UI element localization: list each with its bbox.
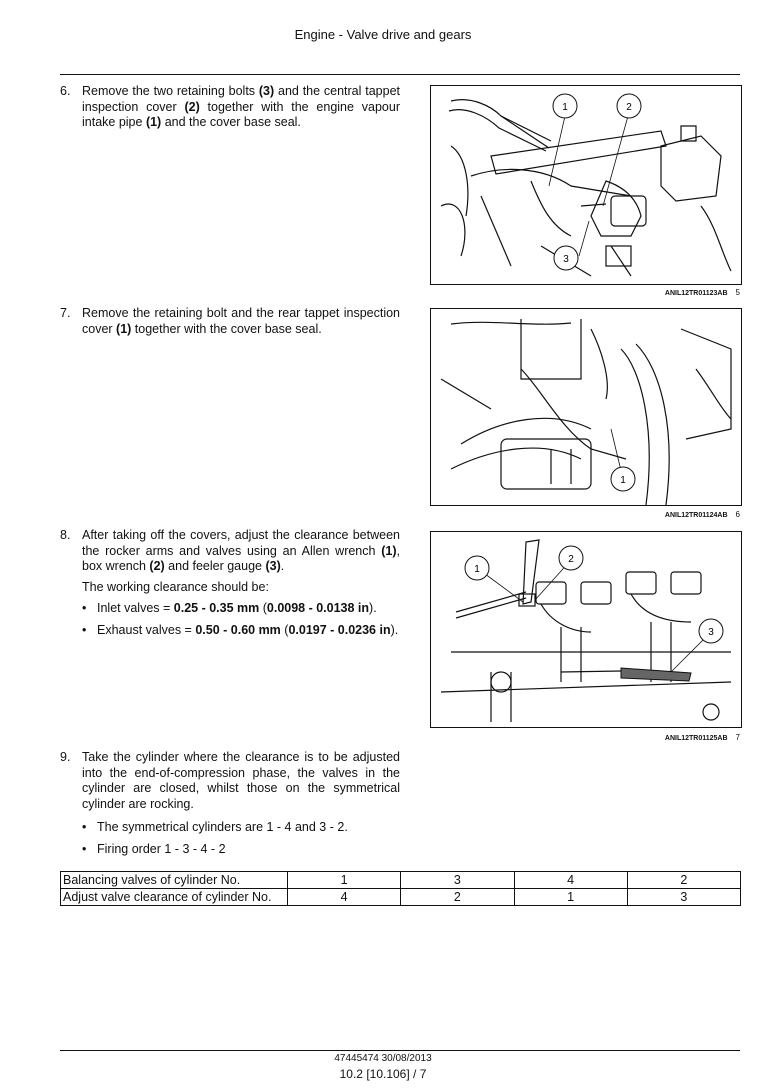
- table-cell: 2: [627, 872, 740, 889]
- callout-label: 2: [568, 554, 574, 565]
- bullet-value: 0.25 - 0.35 mm: [173, 601, 260, 615]
- table-row: [61, 872, 741, 889]
- step-8: [60, 528, 400, 638]
- table-cell: 4: [288, 889, 401, 906]
- figure-5-image: [430, 85, 742, 285]
- text-run: (: [280, 622, 289, 637]
- figure-5-caption: [430, 288, 740, 297]
- callout-label: 1: [620, 475, 626, 486]
- callout-ref: (3): [265, 559, 281, 573]
- callout-ref: (1): [381, 543, 397, 558]
- callout-ref: (1): [145, 115, 162, 129]
- step-text: Take the cylinder where the clearance is to be adjusted into the end-of-compression phase, the valves in the cylinder are closed, whilst those on the symmetrical cylinder are rocking.: [82, 750, 400, 811]
- table-cell: 2: [401, 889, 514, 906]
- rear-tappet-illustration: [431, 309, 741, 505]
- row-label: Adjust valve clearance of cylinder No.: [61, 889, 288, 906]
- step-number: 6.: [60, 84, 71, 98]
- bullet-icon: •: [82, 622, 87, 637]
- step-text: [82, 84, 400, 131]
- bullet-label: Exhaust valves =: [97, 622, 196, 637]
- step-9: [60, 750, 400, 857]
- text-run: Remove the two retaining bolts: [82, 84, 259, 98]
- bullet-icon: •: [82, 841, 87, 856]
- step-text: [82, 528, 400, 575]
- step-9-bullets: [82, 820, 400, 857]
- valve-clearance-table: [60, 871, 741, 906]
- step-number: 7.: [60, 306, 71, 320]
- bullet-imperial: 0.0197 - 0.0236 in: [288, 622, 391, 637]
- table-cell: 3: [627, 889, 740, 906]
- bullet-firing-order: [82, 842, 400, 858]
- bullet-exhaust: [82, 623, 400, 639]
- text-run: After taking off the covers, adjust the clearance between the rocker arms and valves using an Allen wrench: [82, 528, 400, 558]
- footer-page-ref: 10.2 [10.106] / 7: [339, 1067, 427, 1081]
- table-cell: 1: [288, 872, 401, 889]
- figure-number: 7: [735, 733, 740, 742]
- figure-code: ANIL12TR01123AB: [664, 290, 728, 297]
- figure-number: 5: [735, 288, 740, 297]
- engine-top-illustration: [431, 86, 741, 284]
- callout-ref: (2): [149, 559, 165, 573]
- bullet-symmetrical: [82, 820, 400, 836]
- step-text: [82, 306, 400, 337]
- figure-7-caption: [430, 733, 740, 742]
- figure-7-image: [430, 531, 742, 728]
- footer-rule: [60, 1050, 740, 1051]
- step-number: 9.: [60, 750, 71, 764]
- callout-label: 3: [708, 627, 714, 638]
- text-run: (: [259, 601, 267, 615]
- table-row: [61, 889, 741, 906]
- callout-ref: (3): [258, 84, 275, 98]
- row-label: Balancing valves of cylinder No.: [61, 872, 288, 889]
- footer-doc-id: 47445474 30/08/2013: [334, 1053, 432, 1064]
- callout-ref: (2): [184, 99, 200, 114]
- text-run: and feeler gauge: [164, 559, 266, 573]
- bullet-icon: •: [82, 601, 87, 615]
- figure-code: ANIL12TR01125AB: [664, 735, 728, 742]
- text-run: together with the cover base seal.: [131, 321, 322, 336]
- callout-label: 3: [563, 254, 569, 265]
- text-run: Remove the retaining bolt and the rear tappet inspection cover: [82, 306, 400, 336]
- callout-ref: (1): [116, 321, 132, 336]
- bullet-icon: •: [82, 820, 87, 834]
- figure-6-image: [430, 308, 742, 506]
- text-run: , box wrench: [82, 543, 400, 573]
- table-cell: 4: [514, 872, 627, 889]
- text-run: ).: [369, 601, 377, 615]
- step-7: [60, 306, 400, 337]
- figure-number: 6: [735, 510, 740, 519]
- callout-label: 1: [562, 102, 568, 113]
- bullet-imperial: 0.0098 - 0.0138 in: [266, 601, 370, 615]
- step-6: [60, 84, 400, 131]
- callout-label: 1: [474, 564, 480, 575]
- rocker-adjust-illustration: [431, 532, 741, 727]
- text-run: .: [280, 559, 285, 573]
- bullet-label: Inlet valves =: [97, 601, 174, 615]
- table-cell: 3: [401, 872, 514, 889]
- text-run: and the cover base seal.: [161, 115, 301, 129]
- figure-6-caption: [430, 510, 740, 519]
- bullet-text: The symmetrical cylinders are 1 - 4 and 3 - 2.: [97, 820, 348, 834]
- working-clearance: [82, 580, 400, 639]
- working-clearance-intro: The working clearance should be:: [82, 579, 269, 594]
- figure-code: ANIL12TR01124AB: [664, 512, 728, 519]
- bullet-text: Firing order 1 - 3 - 4 - 2: [97, 841, 226, 856]
- text-run: together with the engine vapour intake pipe: [82, 99, 400, 129]
- step-number: 8.: [60, 528, 71, 542]
- header-rule: [60, 74, 740, 75]
- page-header-title: Engine - Valve drive and gears: [294, 27, 472, 42]
- text-run: ).: [390, 622, 399, 637]
- bullet-value: 0.50 - 0.60 mm: [195, 622, 281, 637]
- callout-label: 2: [626, 102, 632, 113]
- text-run: and the central tappet inspection cover: [82, 84, 400, 114]
- bullet-inlet: [82, 601, 400, 617]
- table-cell: 1: [514, 889, 627, 906]
